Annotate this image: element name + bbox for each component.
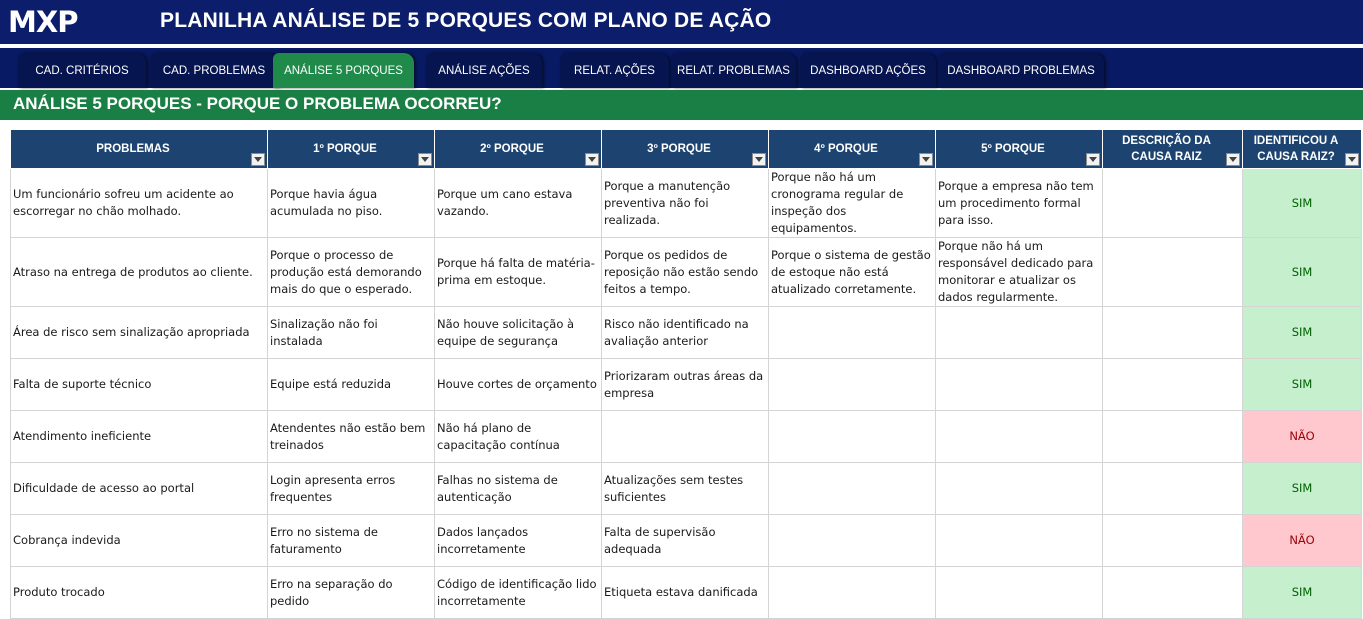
table-cell[interactable]: Sinalização não foi instalada <box>268 307 435 359</box>
column-header: 1º PORQUE <box>268 130 435 169</box>
mxp-logo: MXP <box>8 5 78 39</box>
table-cell[interactable]: Atualizações sem testes suficientes <box>602 463 769 515</box>
column-header: 4º PORQUE <box>769 130 936 169</box>
table-cell[interactable] <box>1103 463 1243 515</box>
table-cell[interactable]: Não há plano de capacitação contínua <box>435 411 602 463</box>
table-header-row <box>11 130 1362 169</box>
column-header: PROBLEMAS <box>11 130 268 169</box>
filter-dropdown-icon[interactable] <box>752 153 766 166</box>
table-cell[interactable]: Porque não há um responsável dedicado para monitorar e atualizar os dados regularmente. <box>936 238 1103 307</box>
filter-dropdown-icon[interactable] <box>585 153 599 166</box>
table-cell[interactable] <box>769 307 936 359</box>
table-cell[interactable]: Atendentes não estão bem treinados <box>268 411 435 463</box>
app-title: PLANILHA ANÁLISE DE 5 PORQUES COM PLANO DE AÇÃO <box>160 9 772 32</box>
table-cell[interactable]: Houve cortes de orçamento <box>435 359 602 411</box>
table-cell[interactable]: Porque não há um cronograma regular de inspeção dos equipamentos. <box>769 169 936 238</box>
tab-analise-5-porques[interactable]: ANÁLISE 5 PORQUES <box>273 53 414 88</box>
table-cell[interactable] <box>936 567 1103 619</box>
table-cell[interactable] <box>1103 359 1243 411</box>
column-header: 5º PORQUE <box>936 130 1103 169</box>
table-cell[interactable]: Login apresenta erros frequentes <box>268 463 435 515</box>
table-cell[interactable]: Porque os pedidos de reposição não estão sendo feitos a tempo. <box>602 238 769 307</box>
column-header: 3º PORQUE <box>602 130 769 169</box>
table-cell[interactable]: Dados lançados incorretamente <box>435 515 602 567</box>
table-cell[interactable]: Falta de supervisão adequada <box>602 515 769 567</box>
table-cell[interactable] <box>936 411 1103 463</box>
table-cell[interactable] <box>1103 567 1243 619</box>
table-cell[interactable]: Não houve solicitação à equipe de segurança <box>435 307 602 359</box>
table-cell[interactable] <box>602 411 769 463</box>
filter-dropdown-icon[interactable] <box>418 153 432 166</box>
table-cell[interactable]: Erro na separação do pedido <box>268 567 435 619</box>
table-cell[interactable]: Erro no sistema de faturamento <box>268 515 435 567</box>
table-row <box>11 411 1362 463</box>
table-row <box>11 463 1362 515</box>
table-cell[interactable] <box>769 463 936 515</box>
table-cell[interactable]: Priorizaram outras áreas da empresa <box>602 359 769 411</box>
root-cause-status[interactable]: NÃO <box>1243 515 1362 567</box>
table-cell[interactable]: Porque há falta de matéria-prima em estoque. <box>435 238 602 307</box>
table-cell[interactable]: Falta de suporte técnico <box>11 359 268 411</box>
tab-relat-problemas[interactable]: RELAT. PROBLEMAS <box>671 53 796 88</box>
table-cell[interactable] <box>1103 169 1243 238</box>
tab-dashboard-problemas[interactable]: DASHBOARD PROBLEMAS <box>938 53 1104 88</box>
table-cell[interactable] <box>1103 515 1243 567</box>
root-cause-status[interactable]: SIM <box>1243 463 1362 515</box>
table-cell[interactable]: Etiqueta estava danificada <box>602 567 769 619</box>
table-cell[interactable] <box>936 307 1103 359</box>
analysis-table <box>10 129 1362 619</box>
tab-cad-criterios[interactable]: CAD. CRITÉRIOS <box>18 53 146 88</box>
table-cell[interactable] <box>1103 307 1243 359</box>
root-cause-status[interactable]: SIM <box>1243 567 1362 619</box>
filter-dropdown-icon[interactable] <box>919 153 933 166</box>
tab-dashboard-acoes[interactable]: DASHBOARD AÇÕES <box>800 53 936 88</box>
tab-analise-acoes[interactable]: ANÁLISE AÇÕES <box>426 53 542 88</box>
filter-dropdown-icon[interactable] <box>1226 153 1240 166</box>
root-cause-status[interactable]: SIM <box>1243 307 1362 359</box>
table-row <box>11 238 1362 307</box>
table-cell[interactable] <box>1103 411 1243 463</box>
tab-relat-acoes[interactable]: RELAT. AÇÕES <box>560 53 669 88</box>
table-cell[interactable] <box>769 411 936 463</box>
table-cell[interactable] <box>936 359 1103 411</box>
filter-dropdown-icon[interactable] <box>1086 153 1100 166</box>
table-cell[interactable]: Dificuldade de acesso ao portal <box>11 463 268 515</box>
table-row <box>11 359 1362 411</box>
table-cell[interactable]: Porque a manutenção preventiva não foi realizada. <box>602 169 769 238</box>
root-cause-status[interactable]: SIM <box>1243 169 1362 238</box>
table-cell[interactable] <box>769 515 936 567</box>
table-cell[interactable]: Porque o sistema de gestão de estoque não está atualizado corretamente. <box>769 238 936 307</box>
table-cell[interactable]: Código de identificação lido incorretamente <box>435 567 602 619</box>
table-cell[interactable]: Risco não identificado na avaliação anterior <box>602 307 769 359</box>
table-row <box>11 567 1362 619</box>
table-cell[interactable]: Falhas no sistema de autenticação <box>435 463 602 515</box>
column-header: 2º PORQUE <box>435 130 602 169</box>
table-cell[interactable] <box>936 463 1103 515</box>
table-cell[interactable]: Porque um cano estava vazando. <box>435 169 602 238</box>
table-cell[interactable]: Atraso na entrega de produtos ao cliente. <box>11 238 268 307</box>
filter-dropdown-icon[interactable] <box>1345 153 1359 166</box>
table-row <box>11 307 1362 359</box>
app-header <box>0 0 1363 46</box>
sheet-tabs <box>0 48 1363 88</box>
tab-cad-problemas[interactable]: CAD. PROBLEMAS <box>150 53 278 88</box>
table-cell[interactable] <box>769 359 936 411</box>
table-row <box>11 169 1362 238</box>
table-cell[interactable]: Atendimento ineficiente <box>11 411 268 463</box>
section-title: ANÁLISE 5 PORQUES - PORQUE O PROBLEMA OCORREU? <box>13 94 502 113</box>
table-cell[interactable] <box>1103 238 1243 307</box>
root-cause-status[interactable]: SIM <box>1243 359 1362 411</box>
table-cell[interactable]: Área de risco sem sinalização apropriada <box>11 307 268 359</box>
table-cell[interactable]: Porque havia água acumulada no piso. <box>268 169 435 238</box>
table-cell[interactable]: Equipe está reduzida <box>268 359 435 411</box>
root-cause-status[interactable]: SIM <box>1243 238 1362 307</box>
table-cell[interactable]: Um funcionário sofreu um acidente ao escorregar no chão molhado. <box>11 169 268 238</box>
root-cause-status[interactable]: NÃO <box>1243 411 1362 463</box>
table-row <box>11 515 1362 567</box>
table-cell[interactable]: Cobrança indevida <box>11 515 268 567</box>
table-cell[interactable] <box>769 567 936 619</box>
table-cell[interactable]: Produto trocado <box>11 567 268 619</box>
section-header <box>0 90 1363 120</box>
column-header: DESCRIÇÃO DA CAUSA RAIZ <box>1103 130 1243 169</box>
table-cell[interactable]: Porque a empresa não tem um procedimento formal para isso. <box>936 169 1103 238</box>
table-cell[interactable] <box>936 515 1103 567</box>
filter-dropdown-icon[interactable] <box>251 153 265 166</box>
column-header: IDENTIFICOU A CAUSA RAIZ? <box>1243 130 1362 169</box>
table-cell[interactable]: Porque o processo de produção está demorando mais do que o esperado. <box>268 238 435 307</box>
